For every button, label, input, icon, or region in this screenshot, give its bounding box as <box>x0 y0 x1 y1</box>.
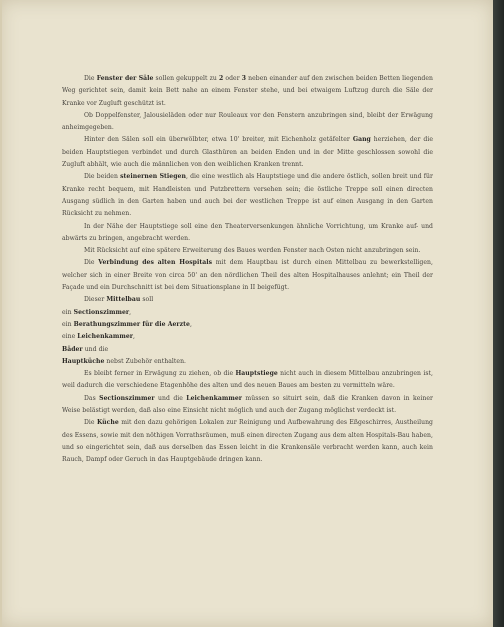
paragraph <box>62 257 433 294</box>
emphasis-text: Leichenkammer <box>186 394 243 402</box>
paragraph <box>62 171 433 220</box>
text-run: Die <box>84 259 99 267</box>
text-run: oder <box>223 75 242 82</box>
emphasis-text: Sectionszimmer <box>73 308 130 316</box>
text-run: Die <box>84 419 97 427</box>
paragraph <box>62 319 433 331</box>
emphasis-text: Mittelbau <box>106 296 141 304</box>
emphasis-text: Sectionszimmer <box>99 394 155 402</box>
emphasis-text: Hauptküche <box>62 357 105 365</box>
emphasis-text: Hauptstiege <box>235 370 278 378</box>
text-run: und die <box>154 394 187 402</box>
text-run: nebst Zubehör enthalten. <box>104 357 187 365</box>
emphasis-text: Leichenkammer <box>77 333 134 341</box>
paragraph <box>62 417 433 466</box>
paragraph <box>62 221 433 246</box>
text-run: neben einander auf den zwischen beiden Betten liegenden Weg gerichtet sein, damit kein Bett nahe an einem Fenster stehe, und bei etwaigem Luftzug durch die Säle der Kranke vor Zugluft geschützt ist. <box>62 75 434 107</box>
emphasis-text: 3 <box>241 75 247 82</box>
text-run: ein <box>62 320 74 328</box>
emphasis-text: Berathungszimmer für die Aerzte <box>73 320 190 328</box>
text-run: eine <box>62 333 78 341</box>
text-run: Die <box>84 75 97 82</box>
text-run: herziehen, der die beiden Hauptstiegen verbindet und durch Glasthüren an beiden Enden und in der Mitte geschlossen sowohl die Zugluft abhält, wie auch die männlichen von den weiblichen Kranken trennt. <box>62 136 433 169</box>
text-run: Mit Rücksicht auf eine spätere Erweiterung des Baues werden Fenster nach Osten nicht anzubringen sein. <box>84 247 421 255</box>
text-run: mit den dazu gehörigen Lokalen zur Reinigung und Aufbewahrung des Eßgeschirres, Austheilung des Essens, sowie mit den nöthigen Vorrathsräumen, muß einen directen Zugang aus dem alten Hospitals-Bau haben, und so eingerichtet sein, daß aus derselben das Essen leicht in die Krankensäle verbracht werden kann, auch kein Rauch, Dampf oder Geruch in das Hauptgebäude dringen kann. <box>62 419 433 464</box>
text-run: , die eine westlich als Hauptstiege und die andere östlich, sollen breit und für Kranke recht bequem, mit Handleisten und Putzbrettern versehen sein; die östliche Treppe soll einen directen Ausgang südlich in den Garten haben und auch bei der westlichen Treppe ist auf einen Ausgang in den Garten Rücksicht zu nehmen. <box>62 173 433 218</box>
paragraph <box>62 368 433 393</box>
paragraph <box>62 73 433 110</box>
text-run: müssen so situirt sein, daß die Kranken davon in keiner Weise belästigt werden, daß also eine Einsicht nicht möglich und auch der Zugang möglichst verdeckt ist. <box>62 394 434 415</box>
emphasis-text: Bäder <box>62 345 83 353</box>
paragraph <box>62 294 433 306</box>
paragraph <box>62 307 433 319</box>
emphasis-text: Gang <box>352 136 371 144</box>
text-run: mit dem Hauptbau ist durch einen Mittelbau zu bewerkstelligen, welcher sich in einer Breite von circa 50' an den nördlichen Theil des alten Hospitalhauses anlehnt; ein Theil der Façade und ein Durchschnitt ist bei dem Situationsplane in II beigefügt. <box>62 259 433 292</box>
text-run: soll <box>140 296 154 304</box>
page-text <box>62 73 433 467</box>
paragraph <box>62 356 433 368</box>
text-run: , <box>189 320 192 328</box>
paragraph <box>62 134 433 171</box>
paragraph <box>62 245 433 257</box>
emphasis-text: steinernen Stiegen <box>120 173 186 181</box>
emphasis-text: Küche <box>96 419 119 427</box>
text-run: In der Nähe der Hauptstiege soll eine den Theaterversenkungen ähnliche Vorrichtung, um Kranke auf- und abwärts zu bringen, angebracht werden. <box>62 222 433 242</box>
text-run: nicht auch in diesem Mittelbau anzubringen ist, weil dadurch die verschiedene Etagenhöhe des alten und des neuen Baues am besten zu vermitteln wäre. <box>62 370 433 390</box>
text-run: , <box>129 308 132 316</box>
emphasis-text: Verbindung des alten Hospitals <box>98 259 213 267</box>
text-run: Hinter den Sälen soll ein überwölbter, etwa 10' breiter, mit Eichenholz getäfelter <box>84 136 353 144</box>
text-run: Die beiden <box>84 173 121 181</box>
text-run: ein <box>62 308 74 316</box>
text-run: Ob Doppelfenster, Jalousieläden oder nur Rouleaux vor den Fenstern anzubringen sind, bleibt der Erwägung anheimgegeben. <box>62 111 433 132</box>
text-run: und die <box>82 345 109 353</box>
paragraph <box>62 331 433 343</box>
text-run: Das <box>84 394 100 402</box>
paragraph <box>62 393 433 418</box>
paragraph <box>62 110 433 135</box>
paragraph <box>62 344 433 356</box>
emphasis-text: 2 <box>218 75 224 82</box>
emphasis-text: Fenster der Säle <box>96 75 154 82</box>
text-run: , <box>133 333 136 341</box>
text-run: Es bleibt ferner in Erwägung zu ziehen, ob die <box>84 370 236 378</box>
book-spine <box>493 0 504 627</box>
text-run: Dieser <box>84 296 107 304</box>
text-run: sollen gekuppelt zu <box>153 75 219 82</box>
